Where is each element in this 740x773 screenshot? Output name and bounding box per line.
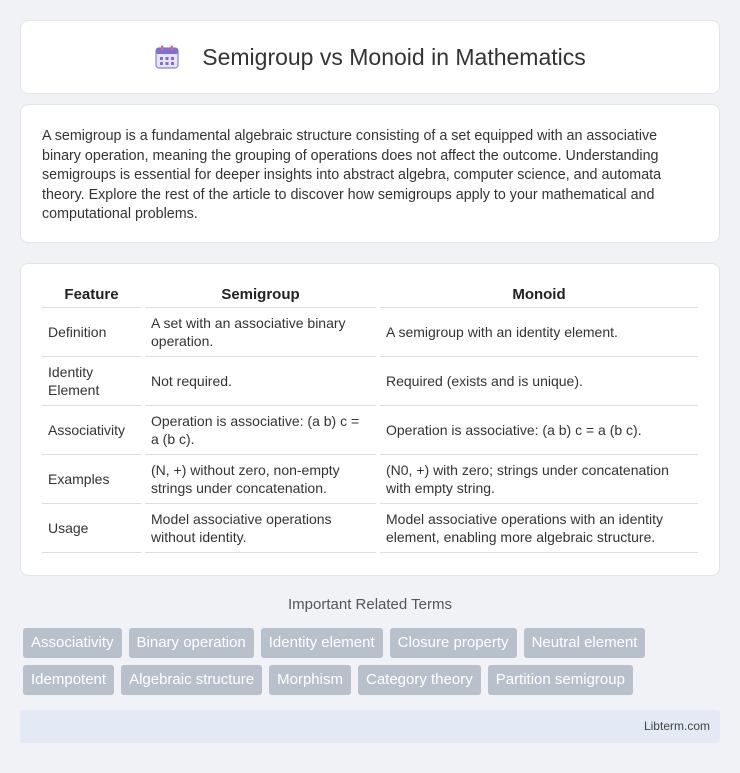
tag-identity-element[interactable]: Identity element [261,628,383,658]
table-cell: A semigroup with an identity element. [380,308,698,357]
calendar-icon [154,44,180,70]
tag-idempotent[interactable]: Idempotent [23,665,114,695]
table-cell: A set with an associative binary operation. [145,308,376,357]
table-header-row [42,284,698,308]
table-row [42,455,698,504]
table-cell: Model associative operations with an identity element, enabling more algebraic structure. [380,504,698,553]
footer [20,710,720,743]
table-row [42,406,698,455]
table-cell: (N, +) without zero, non-empty strings under concatenation. [145,455,376,504]
title-card [20,20,720,94]
table-cell: Operation is associative: (a b) c = a (b c). [380,406,698,455]
table-cell: Usage [42,504,141,553]
intro-card [20,104,720,243]
table-cell: Examples [42,455,141,504]
table-cell: Associativity [42,406,141,455]
table-cell: Not required. [145,357,376,406]
comparison-card [20,263,720,576]
tag-row [23,665,723,695]
table-cell: Required (exists and is unique). [380,357,698,406]
table-cell: (N0, +) with zero; strings under concatenation with empty string. [380,455,698,504]
related-terms-tags [23,628,723,702]
tag-associativity[interactable]: Associativity [23,628,122,658]
table-cell: Definition [42,308,141,357]
header-semigroup: Semigroup [145,284,376,308]
table-cell: Operation is associative: (a b) c = a (b c). [145,406,376,455]
table-row [42,504,698,553]
intro-paragraph: A semigroup is a fundamental algebraic structure consisting of a set equipped with an associative binary operation, meaning the grouping of operations does not affect the outcome. Understanding semigroups is essential for deeper insights into abstract algebra, computer science, and automata theory. Explore the rest of the article to discover how semigroups apply to your mathematical and computational problems. [42,128,662,223]
tag-closure-property[interactable]: Closure property [390,628,517,658]
tag-algebraic-structure[interactable]: Algebraic structure [121,665,262,695]
table-row [42,308,698,357]
tag-category-theory[interactable]: Category theory [358,665,481,695]
table-row [42,357,698,406]
page-title: Semigroup vs Monoid in Mathematics [202,43,586,70]
header-monoid: Monoid [380,284,698,308]
table-cell: Identity Element [42,357,141,406]
tag-partition-semigroup[interactable]: Partition semigroup [488,665,633,695]
related-terms-title: Important Related Terms [288,596,452,613]
header-feature: Feature [42,284,141,308]
table-cell: Model associative operations without identity. [145,504,376,553]
tag-neutral-element[interactable]: Neutral element [524,628,646,658]
comparison-table [38,284,702,553]
footer-brand-link[interactable]: Libterm.com [643,719,710,733]
tag-morphism[interactable]: Morphism [269,665,351,695]
tag-row [23,628,723,658]
tag-binary-operation[interactable]: Binary operation [129,628,254,658]
